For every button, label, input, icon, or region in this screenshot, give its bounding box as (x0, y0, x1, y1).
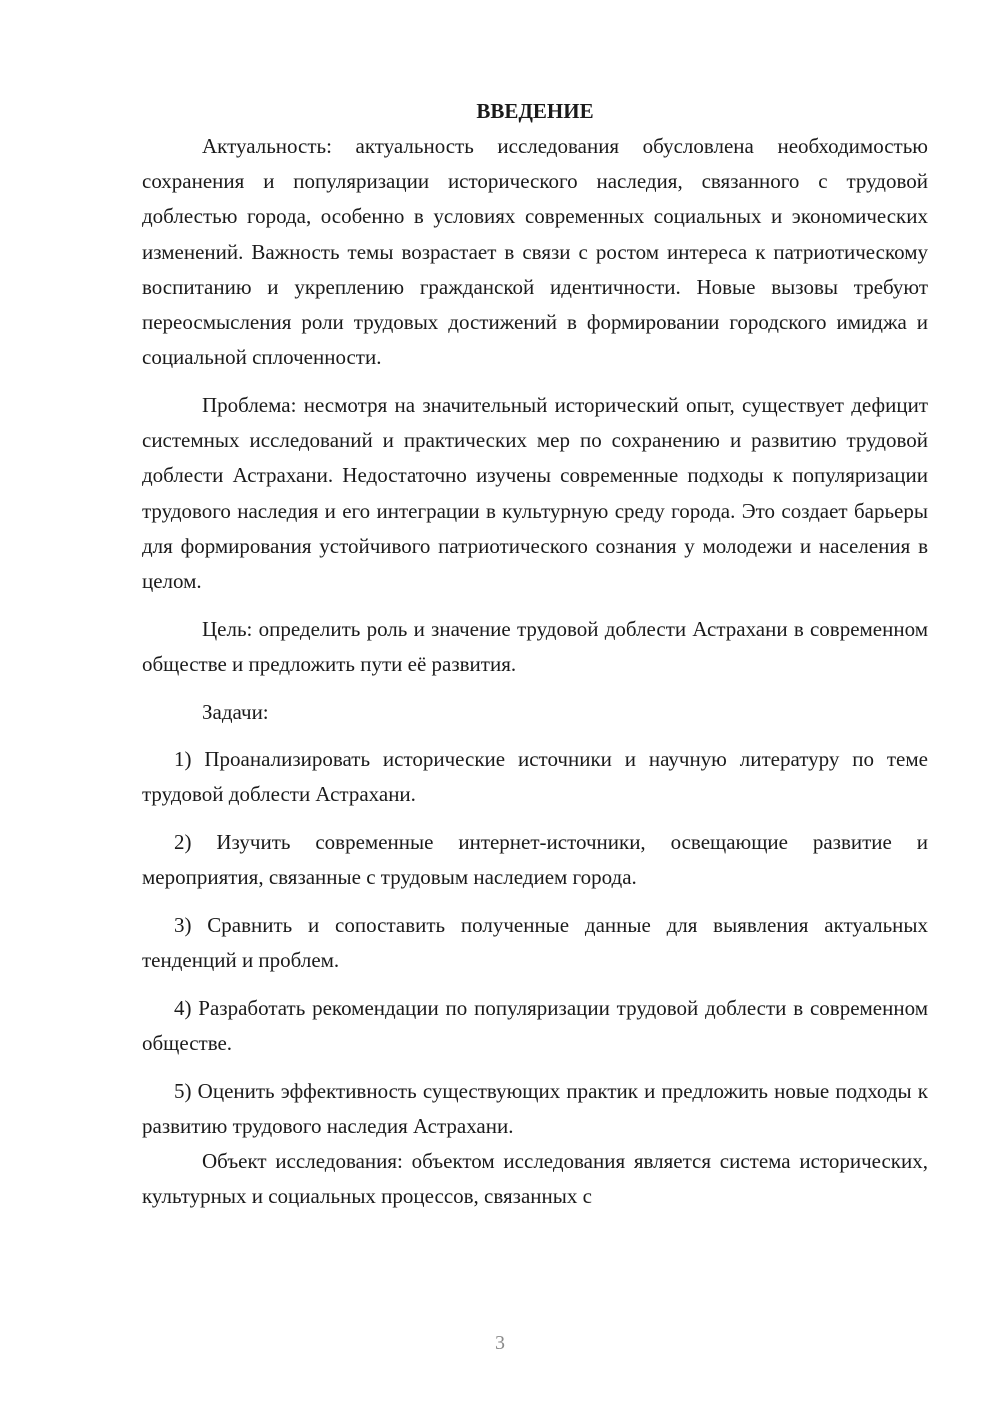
document-page (142, 92, 928, 1215)
goal-paragraph: Цель: определить роль и значение трудовой доблести Астрахани в современном обществе и предложить пути её развития. (142, 616, 928, 676)
tasks-heading: Задачи: (202, 699, 269, 724)
task-item: 4) Разработать рекомендации по популяризации трудовой доблести в современном обществе. (142, 995, 928, 1056)
task-item: 2) Изучить современные интернет-источники, освещающие развитие и мероприятия, связанные с трудовым наследием города. (142, 830, 928, 890)
task-item: 3) Сравнить и сопоставить полученные данные для выявления актуальных тенденций и проблем. (142, 913, 928, 973)
task-item: 1) Проанализировать исторические источники и научную литературу по теме трудовой доблести Астрахани. (142, 747, 928, 807)
section-title: ВВЕДЕНИЕ (476, 99, 594, 123)
task-item: 5) Оценить эффективность существующих практик и предложить новые подходы к развитию трудового наследия Астрахани. (142, 1078, 928, 1139)
relevance-paragraph: Актуальность: актуальность исследования обусловлена необходимостью сохранения и популяризации исторического наследия, связанного с трудовой доблестью города, особенно в условиях современных социальных и экономических изменений. Важность темы возрастает в связи с ростом интереса к патриотическому воспитанию и укреплению гражданской идентичности. Новые вызовы требуют переосмысления роли трудовых достижений в формировании городского имиджа и социальной сплоченности. (142, 134, 928, 370)
object-paragraph: Объект исследования: объектом исследования является система исторических, культурных и социальных процессов, связанных с (142, 1149, 928, 1209)
page-number: 3 (495, 1332, 505, 1354)
problem-paragraph: Проблема: несмотря на значительный исторический опыт, существует дефицит системных исследований и практических мер по сохранению и развитию трудовой доблести Астрахани. Недостаточно изучены современные подходы к популяризации трудового наследия и его интеграции в культурную среду города. Это создает барьеры для формирования устойчивого патриотического сознания у молодежи и населения в целом. (142, 392, 928, 593)
